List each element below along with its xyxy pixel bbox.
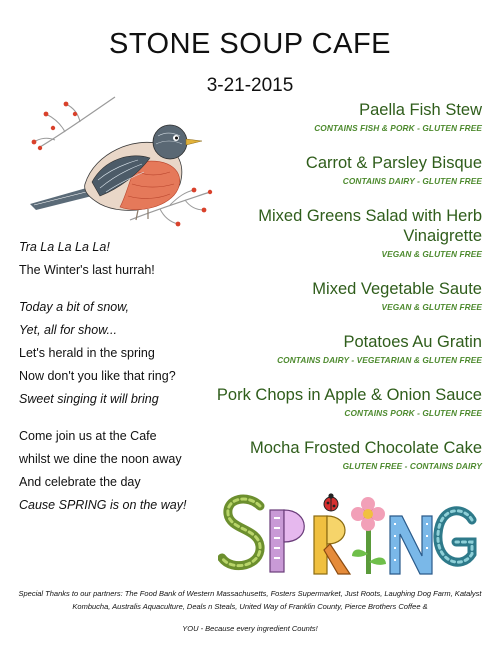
thanks-partners: Special Thanks to our partners: The Food Bank of Western Massachusetts, Fosters Supermarket, Just Roots, Laughing Dog Farm, Katalyst Kombucha, Australis Aquaculture, Deals n Steals, United Way of Franklin County, Pierce Brothers Coffee & — [18, 589, 482, 611]
menu-item — [212, 385, 482, 418]
menu-list — [212, 100, 482, 491]
poem-stanza — [19, 296, 239, 411]
poem-line: Sweet singing it will bring — [19, 392, 159, 406]
poem-line: whilst we dine the noon away — [19, 452, 182, 466]
menu-item — [212, 206, 482, 259]
poem-line: Tra La La La La! — [19, 240, 110, 254]
thanks-you: YOU - Because every ingredient Counts! — [182, 624, 318, 633]
poem-line: Now don't you like that ring? — [19, 369, 176, 383]
menu-item — [212, 279, 482, 312]
spring-letter-g — [438, 511, 472, 562]
poem-line: And celebrate the day — [19, 475, 141, 489]
dish-dietary-note: GLUTEN FREE - CONTAINS DAIRY — [342, 461, 482, 471]
dish-name: Carrot & Parsley Bisque — [305, 154, 482, 172]
page-title: STONE SOUP CAFE — [109, 28, 391, 60]
spring-letter-s — [222, 499, 260, 566]
poem-line: Today a bit of snow, — [19, 300, 130, 314]
dish-name: Mixed Greens Salad with Herb Vinaigrette — [258, 207, 482, 245]
spring-letter-r — [314, 493, 350, 574]
dish-name: Potatoes Au Gratin — [343, 333, 482, 351]
menu-item — [212, 153, 482, 186]
menu-item — [212, 100, 482, 133]
dish-dietary-note: CONTAINS FISH & PORK - GLUTEN FREE — [314, 123, 482, 133]
poem-line: Cause SPRING is on the way! — [19, 498, 187, 512]
spring-letter-i-flower — [351, 497, 386, 574]
dish-name: Pork Chops in Apple & Onion Sauce — [216, 386, 482, 404]
dish-name: Mocha Frosted Chocolate Cake — [249, 439, 482, 457]
poem-line: Come join us at the Cafe — [19, 429, 157, 443]
poem-line: Let's herald in the spring — [19, 346, 155, 360]
spring-letter-p — [270, 510, 304, 572]
dish-dietary-note: CONTAINS PORK - GLUTEN FREE — [344, 408, 482, 418]
poem-stanza — [19, 236, 239, 282]
robin-bird-icon — [20, 92, 225, 232]
dish-dietary-note: CONTAINS DAIRY - GLUTEN FREE — [342, 176, 482, 186]
spring-letter-n — [390, 516, 432, 574]
poem-line: The Winter's last hurrah! — [19, 263, 155, 277]
spring-lettering-illustration — [218, 484, 480, 584]
menu-date: 3-21-2015 — [206, 75, 294, 96]
poem-stanza — [19, 425, 239, 517]
dish-dietary-note: VEGAN & GLUTEN FREE — [381, 249, 482, 259]
menu-item — [212, 332, 482, 365]
dish-dietary-note: CONTAINS DAIRY - VEGETARIAN & GLUTEN FREE — [277, 355, 482, 365]
dish-name: Paella Fish Stew — [359, 101, 482, 119]
menu-item — [212, 438, 482, 471]
poem — [19, 236, 239, 531]
poem-line: Yet, all for show... — [19, 323, 117, 337]
footer-thanks — [16, 587, 484, 635]
dish-dietary-note: VEGAN & GLUTEN FREE — [381, 302, 482, 312]
dish-name: Mixed Vegetable Saute — [312, 280, 482, 298]
